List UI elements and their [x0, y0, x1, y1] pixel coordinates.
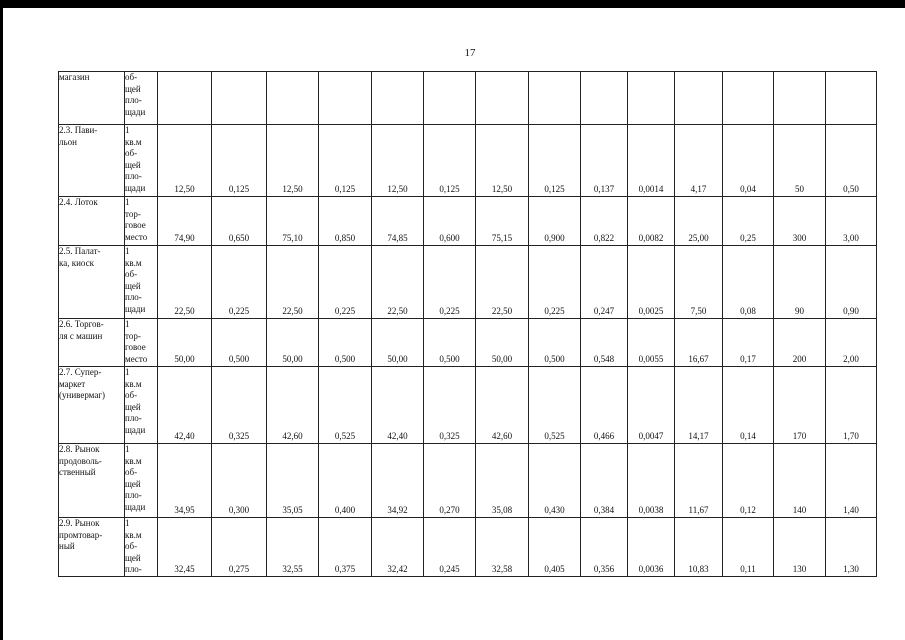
unit-line: говое — [125, 220, 146, 231]
value-cell: 50,00 — [158, 319, 212, 367]
value-cell: 50 — [774, 125, 826, 197]
row-name-cell — [59, 197, 125, 246]
unit-line: об- — [125, 467, 138, 478]
value-cell: 0,275 — [212, 518, 267, 577]
unit-line: пло- — [125, 95, 142, 106]
value-cell: 42,40 — [158, 367, 212, 444]
value-cell: 300 — [774, 197, 826, 246]
value-cell: 25,00 — [675, 197, 723, 246]
value-cell: 0,600 — [424, 197, 476, 246]
value-cell: 50,00 — [476, 319, 529, 367]
row-name-line: 2.6. Торгов- — [59, 319, 104, 329]
value-cell: 0,650 — [212, 197, 267, 246]
unit-line: щади — [125, 303, 146, 314]
value-cell: 0,0047 — [628, 367, 675, 444]
value-cell: 0,125 — [212, 125, 267, 197]
unit-line: кв.м — [125, 257, 142, 268]
unit-line: кв.м — [125, 136, 142, 147]
row-name-line: ственный — [59, 467, 96, 478]
unit-line: 1 — [125, 246, 130, 256]
unit-cell — [125, 246, 158, 319]
unit-line: щей — [125, 401, 141, 412]
value-cell: 22,50 — [476, 246, 529, 319]
value-cell: 22,50 — [158, 246, 212, 319]
value-cell: 1,30 — [826, 518, 877, 577]
value-cell: 0,25 — [723, 197, 774, 246]
value-cell: 0,525 — [319, 367, 372, 444]
value-cell: 200 — [774, 319, 826, 367]
value-cell: 12,50 — [476, 125, 529, 197]
row-name-line: 2.9. Рынок — [59, 518, 100, 528]
value-cell: 0,430 — [529, 444, 581, 518]
value-cell: 11,67 — [675, 444, 723, 518]
unit-cell — [125, 72, 158, 125]
value-cell: 0,850 — [319, 197, 372, 246]
unit-line: щади — [125, 106, 146, 117]
value-cell: 0,12 — [723, 444, 774, 518]
value-cell — [372, 72, 424, 125]
value-cell: 12,50 — [372, 125, 424, 197]
value-cell: 0,08 — [723, 246, 774, 319]
row-name-line: 2.4. Лоток — [59, 197, 98, 207]
value-cell: 50,00 — [267, 319, 319, 367]
value-cell: 90 — [774, 246, 826, 319]
unit-line: пло- — [125, 171, 142, 182]
value-cell: 42,60 — [267, 367, 319, 444]
value-cell: 0,0055 — [628, 319, 675, 367]
table-row — [59, 72, 877, 125]
unit-line: 1 — [125, 518, 130, 528]
unit-line: тор- — [125, 330, 141, 341]
row-name-cell — [59, 72, 125, 125]
value-cell: 74,90 — [158, 197, 212, 246]
value-cell: 0,0082 — [628, 197, 675, 246]
value-cell: 34,92 — [372, 444, 424, 518]
unit-line: щади — [125, 501, 146, 512]
value-cell: 0,125 — [424, 125, 476, 197]
value-cell: 1,70 — [826, 367, 877, 444]
scan-top-border — [0, 0, 905, 8]
value-cell: 0,0014 — [628, 125, 675, 197]
value-cell — [424, 72, 476, 125]
unit-line: щади — [125, 182, 146, 193]
row-name-cell — [59, 319, 125, 367]
unit-line: щей — [125, 552, 141, 563]
row-name-line: ля с машин — [59, 330, 103, 341]
unit-line: 1 — [125, 319, 130, 329]
unit-line: щей — [125, 478, 141, 489]
row-name-cell — [59, 444, 125, 518]
value-cell: 0,500 — [424, 319, 476, 367]
unit-line: кв.м — [125, 455, 142, 466]
value-cell: 0,300 — [212, 444, 267, 518]
value-cell: 0,125 — [319, 125, 372, 197]
value-cell: 0,356 — [581, 518, 628, 577]
scan-left-border — [0, 0, 3, 640]
value-cell: 0,325 — [424, 367, 476, 444]
value-cell: 4,17 — [675, 125, 723, 197]
unit-line: щей — [125, 159, 141, 170]
value-cell: 0,90 — [826, 246, 877, 319]
unit-line: место — [125, 231, 148, 242]
unit-cell — [125, 125, 158, 197]
value-cell: 0,247 — [581, 246, 628, 319]
row-name-line: 2.8. Рынок — [59, 444, 100, 454]
unit-line: говое — [125, 342, 146, 353]
value-cell — [774, 72, 826, 125]
table-row — [59, 444, 877, 518]
value-cell: 34,95 — [158, 444, 212, 518]
value-cell: 0,11 — [723, 518, 774, 577]
value-cell: 0,405 — [529, 518, 581, 577]
value-cell — [581, 72, 628, 125]
unit-line: кв.м — [125, 529, 142, 540]
row-name-line: ный — [59, 541, 75, 552]
unit-line: об- — [125, 390, 138, 401]
value-cell: 0,375 — [319, 518, 372, 577]
row-name-line: льон — [59, 136, 77, 147]
unit-line: пло- — [125, 292, 142, 303]
unit-cell — [125, 518, 158, 577]
unit-line: пло- — [125, 413, 142, 424]
row-name-line: 2.3. Пави- — [59, 125, 98, 135]
value-cell: 0,0038 — [628, 444, 675, 518]
value-cell: 0,525 — [529, 367, 581, 444]
value-cell: 140 — [774, 444, 826, 518]
value-cell: 75,15 — [476, 197, 529, 246]
value-cell: 0,245 — [424, 518, 476, 577]
row-name-line: продоволь- — [59, 455, 102, 466]
value-cell: 0,225 — [212, 246, 267, 319]
table-row — [59, 518, 877, 577]
value-cell: 0,225 — [424, 246, 476, 319]
value-cell: 0,14 — [723, 367, 774, 444]
table-row — [59, 246, 877, 319]
unit-line: щей — [125, 280, 141, 291]
value-cell — [675, 72, 723, 125]
value-cell: 0,548 — [581, 319, 628, 367]
row-name-line: промтовар- — [59, 529, 103, 540]
value-cell: 16,67 — [675, 319, 723, 367]
unit-line: 1 — [125, 367, 130, 377]
value-cell: 0,04 — [723, 125, 774, 197]
unit-line: место — [125, 353, 148, 364]
value-cell — [319, 72, 372, 125]
value-cell: 0,822 — [581, 197, 628, 246]
unit-line: кв.м — [125, 378, 142, 389]
value-cell: 0,125 — [529, 125, 581, 197]
value-cell: 10,83 — [675, 518, 723, 577]
value-cell: 170 — [774, 367, 826, 444]
table-row — [59, 319, 877, 367]
value-cell: 2,00 — [826, 319, 877, 367]
table-row — [59, 197, 877, 246]
value-cell: 0,17 — [723, 319, 774, 367]
value-cell: 0,225 — [319, 246, 372, 319]
unit-line: об- — [125, 541, 138, 552]
table-row — [59, 125, 877, 197]
unit-line: об- — [125, 148, 138, 159]
unit-line: пло- — [125, 564, 142, 575]
value-cell: 0,270 — [424, 444, 476, 518]
unit-line: пло- — [125, 490, 142, 501]
value-cell: 130 — [774, 518, 826, 577]
row-name-line: 2.5. Палат- — [59, 246, 101, 256]
row-name-cell — [59, 367, 125, 444]
row-name-line: магазин — [59, 72, 90, 82]
value-cell: 0,0036 — [628, 518, 675, 577]
value-cell — [267, 72, 319, 125]
value-cell: 0,500 — [319, 319, 372, 367]
table-row — [59, 367, 877, 444]
value-cell: 7,50 — [675, 246, 723, 319]
unit-line: щей — [125, 83, 141, 94]
row-name-line: ка, киоск — [59, 257, 95, 268]
data-table — [58, 71, 877, 577]
unit-cell — [125, 444, 158, 518]
unit-line: об- — [125, 269, 138, 280]
unit-cell — [125, 367, 158, 444]
value-cell — [476, 72, 529, 125]
unit-line: тор- — [125, 208, 141, 219]
value-cell: 0,225 — [529, 246, 581, 319]
row-name-line: 2.7. Супер- — [59, 367, 102, 377]
value-cell: 0,900 — [529, 197, 581, 246]
value-cell: 35,08 — [476, 444, 529, 518]
value-cell: 42,40 — [372, 367, 424, 444]
unit-line: 1 — [125, 197, 130, 207]
value-cell: 0,0025 — [628, 246, 675, 319]
value-cell: 0,384 — [581, 444, 628, 518]
value-cell — [723, 72, 774, 125]
value-cell: 32,55 — [267, 518, 319, 577]
value-cell: 22,50 — [372, 246, 424, 319]
value-cell — [628, 72, 675, 125]
value-cell: 22,50 — [267, 246, 319, 319]
value-cell: 3,00 — [826, 197, 877, 246]
value-cell: 0,466 — [581, 367, 628, 444]
row-name-line: (универмаг) — [59, 390, 106, 401]
value-cell: 0,325 — [212, 367, 267, 444]
value-cell: 32,58 — [476, 518, 529, 577]
value-cell: 75,10 — [267, 197, 319, 246]
value-cell: 12,50 — [158, 125, 212, 197]
value-cell — [826, 72, 877, 125]
value-cell: 12,50 — [267, 125, 319, 197]
row-name-cell — [59, 246, 125, 319]
unit-line: 1 — [125, 444, 130, 454]
value-cell — [158, 72, 212, 125]
value-cell: 42,60 — [476, 367, 529, 444]
value-cell: 74,85 — [372, 197, 424, 246]
unit-cell — [125, 319, 158, 367]
unit-line: щади — [125, 424, 146, 435]
value-cell: 0,50 — [826, 125, 877, 197]
row-name-line: маркет — [59, 378, 86, 389]
row-name-cell — [59, 518, 125, 577]
value-cell: 0,500 — [212, 319, 267, 367]
value-cell: 32,45 — [158, 518, 212, 577]
value-cell: 50,00 — [372, 319, 424, 367]
unit-line: 1 — [125, 125, 130, 135]
unit-line: об- — [125, 72, 138, 82]
value-cell: 1,40 — [826, 444, 877, 518]
page-number: 17 — [464, 47, 476, 59]
value-cell: 0,500 — [529, 319, 581, 367]
value-cell — [529, 72, 581, 125]
value-cell: 0,400 — [319, 444, 372, 518]
unit-cell — [125, 197, 158, 246]
row-name-cell — [59, 125, 125, 197]
value-cell: 32,42 — [372, 518, 424, 577]
value-cell — [212, 72, 267, 125]
value-cell: 35,05 — [267, 444, 319, 518]
value-cell: 0,137 — [581, 125, 628, 197]
value-cell: 14,17 — [675, 367, 723, 444]
